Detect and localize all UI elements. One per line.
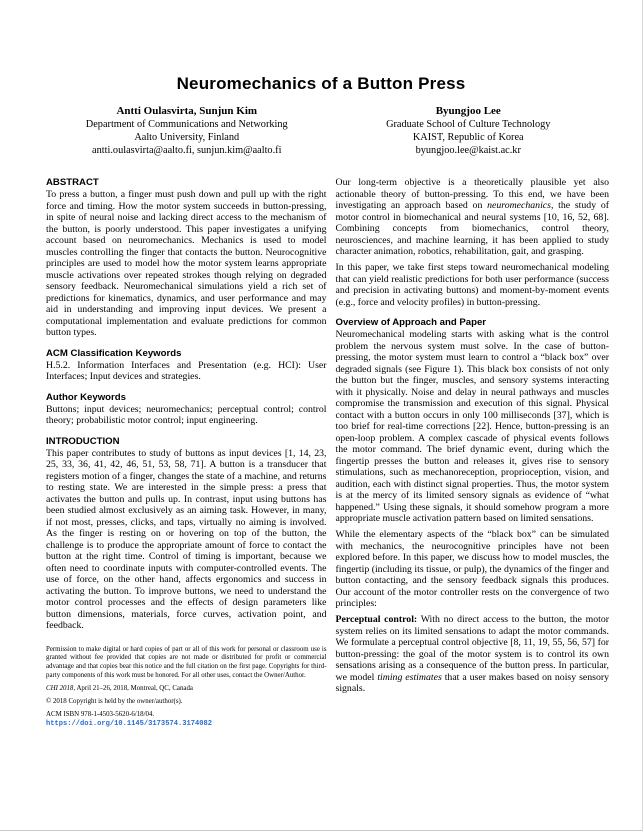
author-affil-right-1: Graduate School of Culture Technology [386,119,551,130]
copyright-notice [46,646,327,729]
overview-heading: Overview of Approach and Paper [335,317,487,328]
perceptual-control-lead: Perceptual control: [335,614,418,625]
perceptual-control-text-pre: With no direct access to the button, the motor system relies on its limited sensations to adapt the motor commands. We formulate a perceptual control objective [8, 11, 19, 55, 56, 57] for button-pressing: the goal of the motor system is to control its own sensations arising as a consequence of the button press. In particular, we model [335,614,609,683]
left-column [46,177,327,729]
right-column [336,177,610,729]
body-columns [46,177,609,729]
objective-paragraph [336,177,610,258]
perceptual-control-paragraph [336,614,610,695]
objective-text-pre: Our long-term objective is a theoretically plausible yet also actionable theory of button-pressing. To this end, we have been investigating an approach based on [335,177,609,211]
author-keywords-heading: Author Keywords [46,391,126,403]
introduction-heading: INTRODUCTION [46,435,120,447]
author-emails-right: byungjoo.lee@kaist.ac.kr [415,145,521,156]
doi-link[interactable]: https://doi.org/10.1145/3173574.3174082 [46,719,213,728]
abstract-heading: ABSTRACT [46,177,99,188]
overview-paragraph-2: While the elementary aspects of the “black box” can be simulated with mechanics, the neurocognitive principles have not been explored before. In this paper, we discuss how to model muscles, the fingertip (including its tissue, or pulp), the dynamics of the finger and button contacting, and the sensory feedback signals this produces. Our account of the motor controller rests on the convergence of two principles: [335,529,609,609]
introduction-text: This paper contributes to study of buttons as input devices [1, 14, 23, 25, 33, 36, 41, 42, 46, 51, 53, 58, 71]. A button is a transducer that registers motion of a finger, changes the state of a machine, and returns to resting state. We are interested in the simple press: a press that activates the button and pulls up. In contrast, input using buttons has been studied almost exclusively as an aiming task. However, in many, if not most, presses, clicks, and taps, virtually no aiming is involved. As the finger is resting on or hovering on top of the button, the challenge is to produce the appropriate amount of force to contact the button at the right time. Control of timing is important, because we often need to coordinate inputs with computer-controlled events. The use of force, on the other hand, affects ergonomics and success in activating the button. To improve buttons, we need to understand the motor control processes and the effects of design parameters like button dimensions, materials, force curves, activation point, and feedback. [46,447,327,631]
copyright-line: © 2018 Copyright is held by the owner/author(s). [46,698,183,706]
author-affil-left-2: Aalto University, Finland [134,132,240,143]
author-names-left: Antti Oulasvirta, Sunjun Kim [116,105,258,117]
abstract-text: To press a button, a finger must push down and pull up with the right force and timing. How the motor system succeeds in button-pressing, in spite of neural noise and lacking direct access to the mechanism of the button, is poorly understood. This paper investigates a unifying account based on neuromechanics. Mechanics is used to model muscles controlling the finger that contacts the button. Neurocognitive principles are used to model how the motor system learns appropriate muscle activations over repeated strokes though relying on degraded sensory feedback. Neuromechanical simulations yield a rich set of predictions for kinematics, dynamics, and user performance and may aid in understanding and improving input devices. We present a computational implementation and evaluate predictions for common button types. [46,189,327,338]
conference-name: CHI 2018 [46,684,74,692]
author-keywords-text: Buttons; input devices; neuromechanics; perceptual control; control theory; probabilistic motor control; input engineering. [46,403,327,426]
author-block-right [328,105,610,157]
acm-keywords-heading: ACM Classification Keywords [46,347,182,359]
paper-title: Neuromechanics of a Button Press [176,74,466,93]
neuromechanics-term: neuromechanics [487,200,551,211]
perceptual-control-text-post: that a user makes based on noisy sensory signals. [335,671,610,694]
objective-text-post: , the study of motor control in biomechanical and neural systems [10, 16, 52, 68]. Combining concepts from biomechanics, control theory, neurosciences, and machine learning, it has been applied to study character animation, robotics, rehabilitation, gait, and grasping. [335,200,610,257]
timing-estimates-term: timing estimates [377,671,442,683]
overview-paragraph-1: Neuromechanical modeling starts with asking what is the control problem the nervous system must solve. In the case of button-pressing, the motor system must learn to control a “black box” over degraded signals (see Figure 1). This black box consists of not only the button but the finger, muscles, and sensory systems interacting with it physically. Noise and delay in neural pathways and muscles compromise the transmission and execution of this signal. Physical contact with a button occurs in only 100 milliseconds [37], which is too brief for real-time corrections [22]. Hence, button-pressing is an open-loop problem. A complex cascade of physical events follows the motor command. The brief dynamic event, during which the fingertip presses the button and releases it, gives rise to sensory stimulations, such as mechanoreception, proprioception, vision, and audition, each with distinct signal properties. Thus, the motor system is at the mercy of its limited sensory signals as evidence of “what happened.” Using these signals, it should somehow program a more appropriate muscle activation pattern based on limited sensations. [335,329,609,524]
author-emails-left: antti.oulasvirta@aalto.fi, sunjun.kim@aalto.fi [92,145,282,156]
isbn-line: ACM ISBN 978-1-4503-5620-6/18/04. [46,711,155,719]
first-steps-paragraph: In this paper, we take first steps toward neuromechanical modeling that can yield realistic predictions for both user performance (success and precision in activating buttons) and moment-by-moment events (e.g., force and velocity profiles) in button-pressing. [335,262,609,308]
acm-keywords-text: H.5.2. Information Interfaces and Presentation (e.g. HCI): User Interfaces; Input devices and strategies. [46,359,327,382]
author-names-right: Byungjoo Lee [435,105,501,117]
author-block-left [46,105,328,157]
authors-row [46,105,609,157]
conference-details: , April 21–26, 2018, Montreal, QC, Canada [73,684,193,692]
author-affil-right-2: KAIST, Republic of Korea [412,132,524,143]
permission-text: Permission to make digital or hard copies of part or all of this work for personal or classroom use is granted without fee provided that copies are not made or distributed for profit or commercial advantage and that copies bear this notice and the full citation on the first page. Copyrights for third-party components of this work must be honored. For all other uses, contact the Owner/Author. [46,645,327,679]
author-affil-left-1: Department of Communications and Networking [85,119,288,130]
conference-line [46,685,327,694]
